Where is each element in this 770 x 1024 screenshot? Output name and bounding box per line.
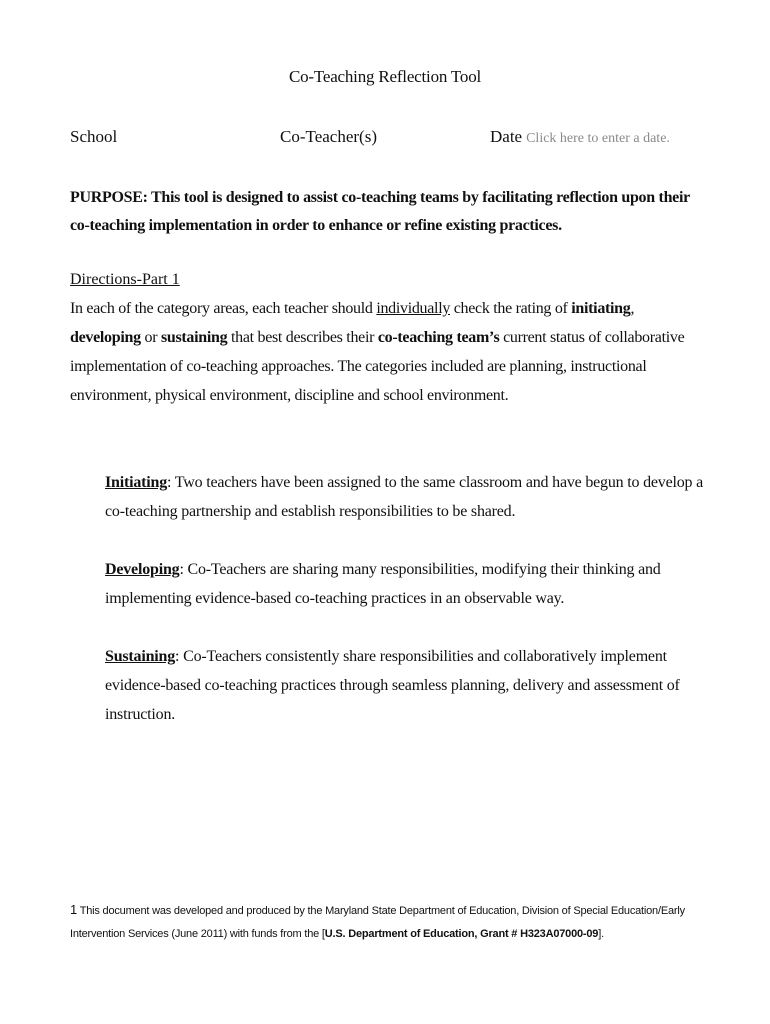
directions-team: co-teaching team’s xyxy=(377,329,500,346)
footnote xyxy=(70,898,710,946)
header-fields xyxy=(70,127,710,151)
purpose-statement: PURPOSE: This tool is designed to assist co-teaching teams by facilitating reflection upon their co-teaching implementation in order to enhance or refine existing practices. xyxy=(70,189,690,234)
directions-developing: developing xyxy=(70,329,141,346)
directions-text: that best describes their xyxy=(227,329,378,346)
footnote-marker: 1 xyxy=(70,902,78,917)
level-initiating xyxy=(105,468,705,526)
level-description: : Co-Teachers consistently share responsibilities and collaboratively implement evidence-based co-teaching practices through seamless planning, delivery and assessment of instruction. xyxy=(105,648,680,723)
directions-sustaining: sustaining xyxy=(160,329,228,346)
footnote-grant: U.S. Department of Education, Grant # H323A07000-09 xyxy=(324,928,599,940)
footnote-text: ]. xyxy=(598,928,604,940)
date-field-label: Date xyxy=(490,127,523,146)
directions-body xyxy=(70,294,700,410)
level-developing xyxy=(105,555,705,613)
level-sustaining xyxy=(105,642,705,729)
date-field xyxy=(490,127,670,147)
directions-text: current status of collaborative implementation of co-teaching approaches. The categories included are planning, instructional environment, physical environment, discipline and school environment. xyxy=(70,329,685,404)
coteacher-field-label: Co-Teacher(s) xyxy=(280,127,377,146)
directions-heading: Directions-Part 1 xyxy=(70,271,180,288)
footnote-text: This document was developed and produced by the Maryland State Department of Education, Division of Special Education/Early Intervention Services (June 2011) with funds from the [ xyxy=(70,905,685,940)
school-field-label: School xyxy=(70,127,118,146)
level-label: Initiating xyxy=(105,474,168,491)
directions-text: , xyxy=(630,300,635,317)
directions-initiating: initiating xyxy=(571,300,631,317)
level-description: : Two teachers have been assigned to the same classroom and have begun to develop a co-teaching partnership and establish responsibilities to be shared. xyxy=(105,474,704,520)
directions-text: In each of the category areas, each teacher should xyxy=(70,300,377,317)
directions-text: or xyxy=(140,329,161,346)
level-label: Sustaining xyxy=(105,648,176,665)
date-picker-input[interactable]: Click here to enter a date. xyxy=(526,131,670,146)
directions-text: check the rating of xyxy=(450,300,572,317)
directions-individually: individually xyxy=(376,300,451,317)
level-label: Developing xyxy=(105,561,180,578)
page-title: Co-Teaching Reflection Tool xyxy=(288,67,482,86)
level-description: : Co-Teachers are sharing many responsibilities, modifying their thinking and implementing evidence-based co-teaching practices in an observable way. xyxy=(105,561,661,607)
